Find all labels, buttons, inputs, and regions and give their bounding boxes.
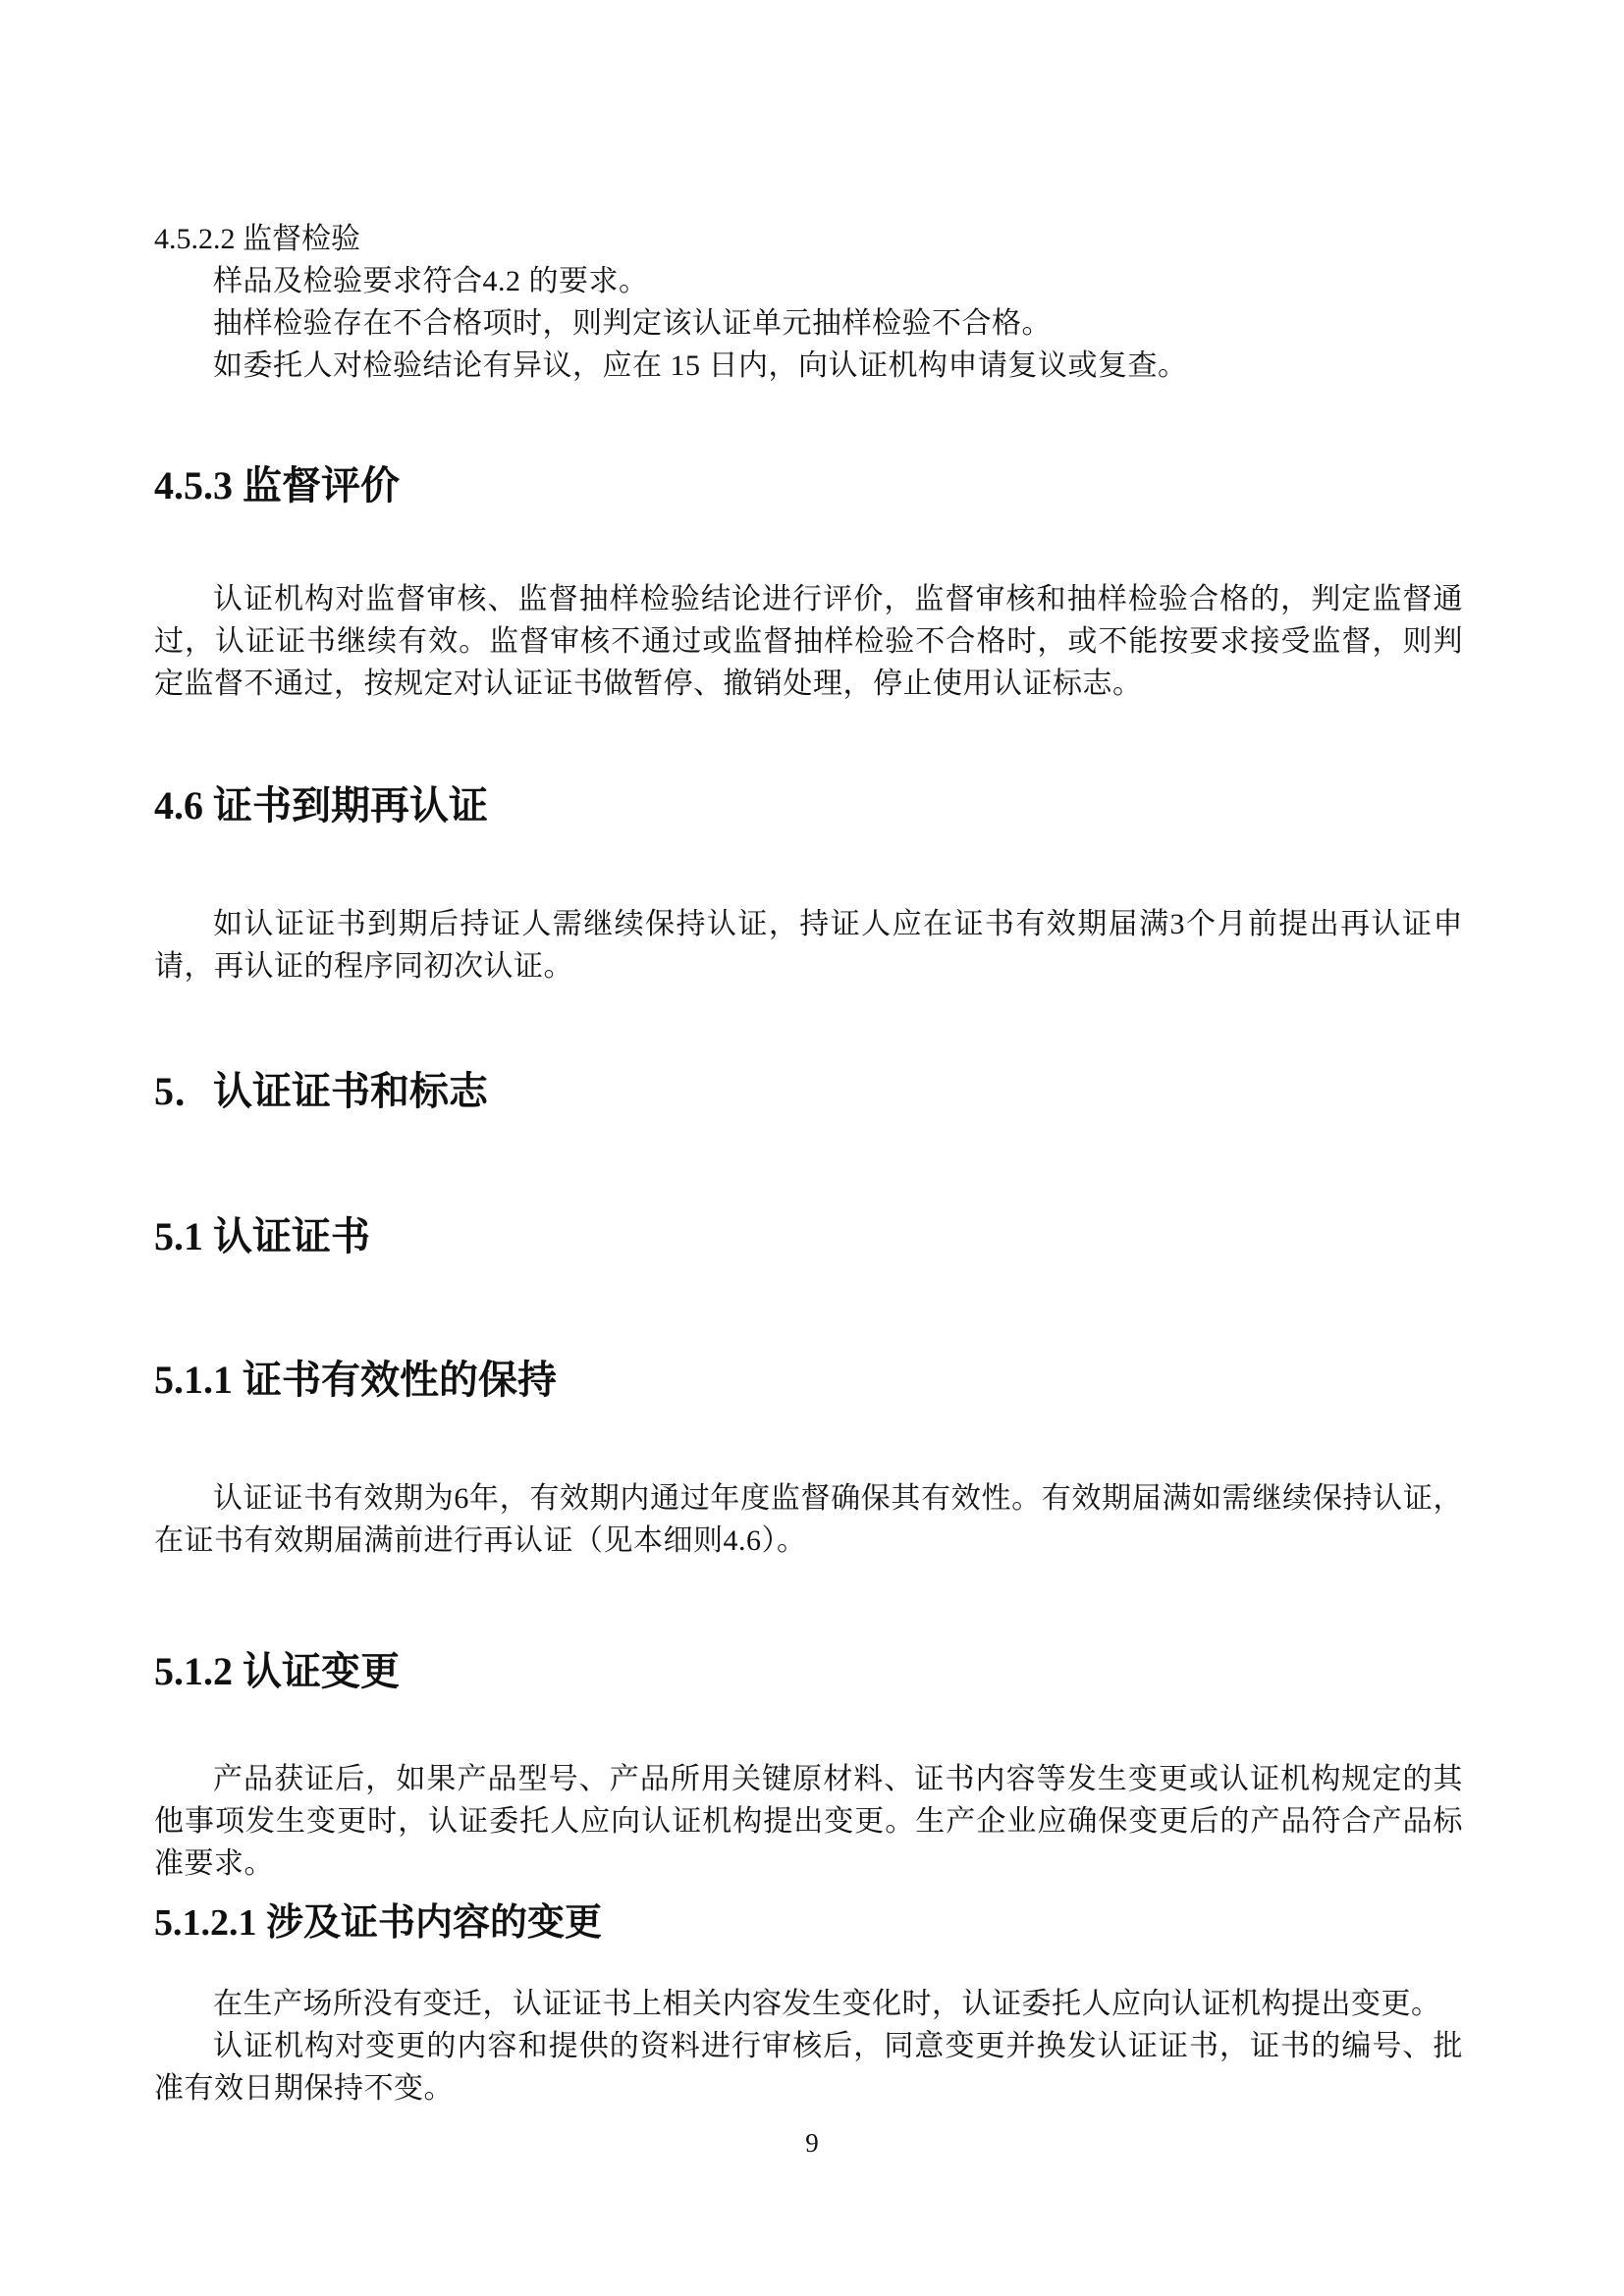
section-heading-4-6: 4.6 证书到期再认证 [154, 783, 488, 828]
clause-4-5-2-2-line-3: 如委托人对检验结论有异议，应在 15 日内，向认证机构申请复议或复查。 [213, 349, 1188, 382]
section-heading-4-5-3: 4.5.3 监督评价 [154, 463, 400, 507]
document-content [154, 218, 1463, 2109]
page-number: 9 [805, 2128, 819, 2158]
section-5-1-2-paragraph: 产品获证后，如果产品型号、产品所用关键原材料、证书内容等发生变更或认证机构规定的其他事项发生变更时，认证委托人应向认证机构提出变更。生产企业应确保变更后的产品符合产品标准要求。 [154, 1763, 1463, 1880]
section-heading-5-1-1: 5.1.1 证书有效性的保持 [154, 1358, 557, 1402]
section-5-1-1-paragraph: 认证证书有效期为6年，有效期内通过年度监督确保其有效性。有效期届满如需继续保持认证，在证书有效期届满前进行再认证（见本细则4.6）。 [154, 1482, 1463, 1557]
section-5-1-2-1-paragraph-1: 在生产场所没有变迁，认证证书上相关内容发生变化时，认证委托人应向认证机构提出变更。 [213, 1988, 1441, 2020]
section-4-5-3-paragraph: 认证机构对监督审核、监督抽样检验结论进行评价，监督审核和抽样检验合格的，判定监督通过，认证证书继续有效。监督审核不通过或监督抽样检验不合格时，或不能按要求接受监督，则判定监督不通过，按规定对认证证书做暂停、撤销处理，停止使用认证标志。 [154, 583, 1463, 700]
section-4-6-paragraph: 如认证证书到期后持证人需继续保持认证，持证人应在证书有效期届满3个月前提出再认证申请，再认证的程序同初次认证。 [154, 908, 1463, 983]
section-heading-5-1-2: 5.1.2 认证变更 [154, 1649, 400, 1693]
section-heading-5-1: 5.1 认证证书 [154, 1214, 370, 1258]
clause-heading-4-5-2-2: 4.5.2.2 监督检验 [154, 223, 360, 255]
clause-4-5-2-2-line-2: 抽样检验存在不合格项时，则判定该认证单元抽样检验不合格。 [213, 307, 1052, 340]
section-5-1-2-1-paragraph-2: 认证机构对变更的内容和提供的资料进行审核后，同意变更并换发认证证书，证书的编号、批准有效日期保持不变。 [154, 2030, 1463, 2105]
section-heading-5: 5．认证证书和标志 [154, 1069, 488, 1113]
clause-4-5-2-2-line-1: 样品及检验要求符合4.2 的要求。 [213, 265, 649, 297]
section-heading-5-1-2-1: 5.1.2.1 涉及证书内容的变更 [154, 1902, 603, 1944]
